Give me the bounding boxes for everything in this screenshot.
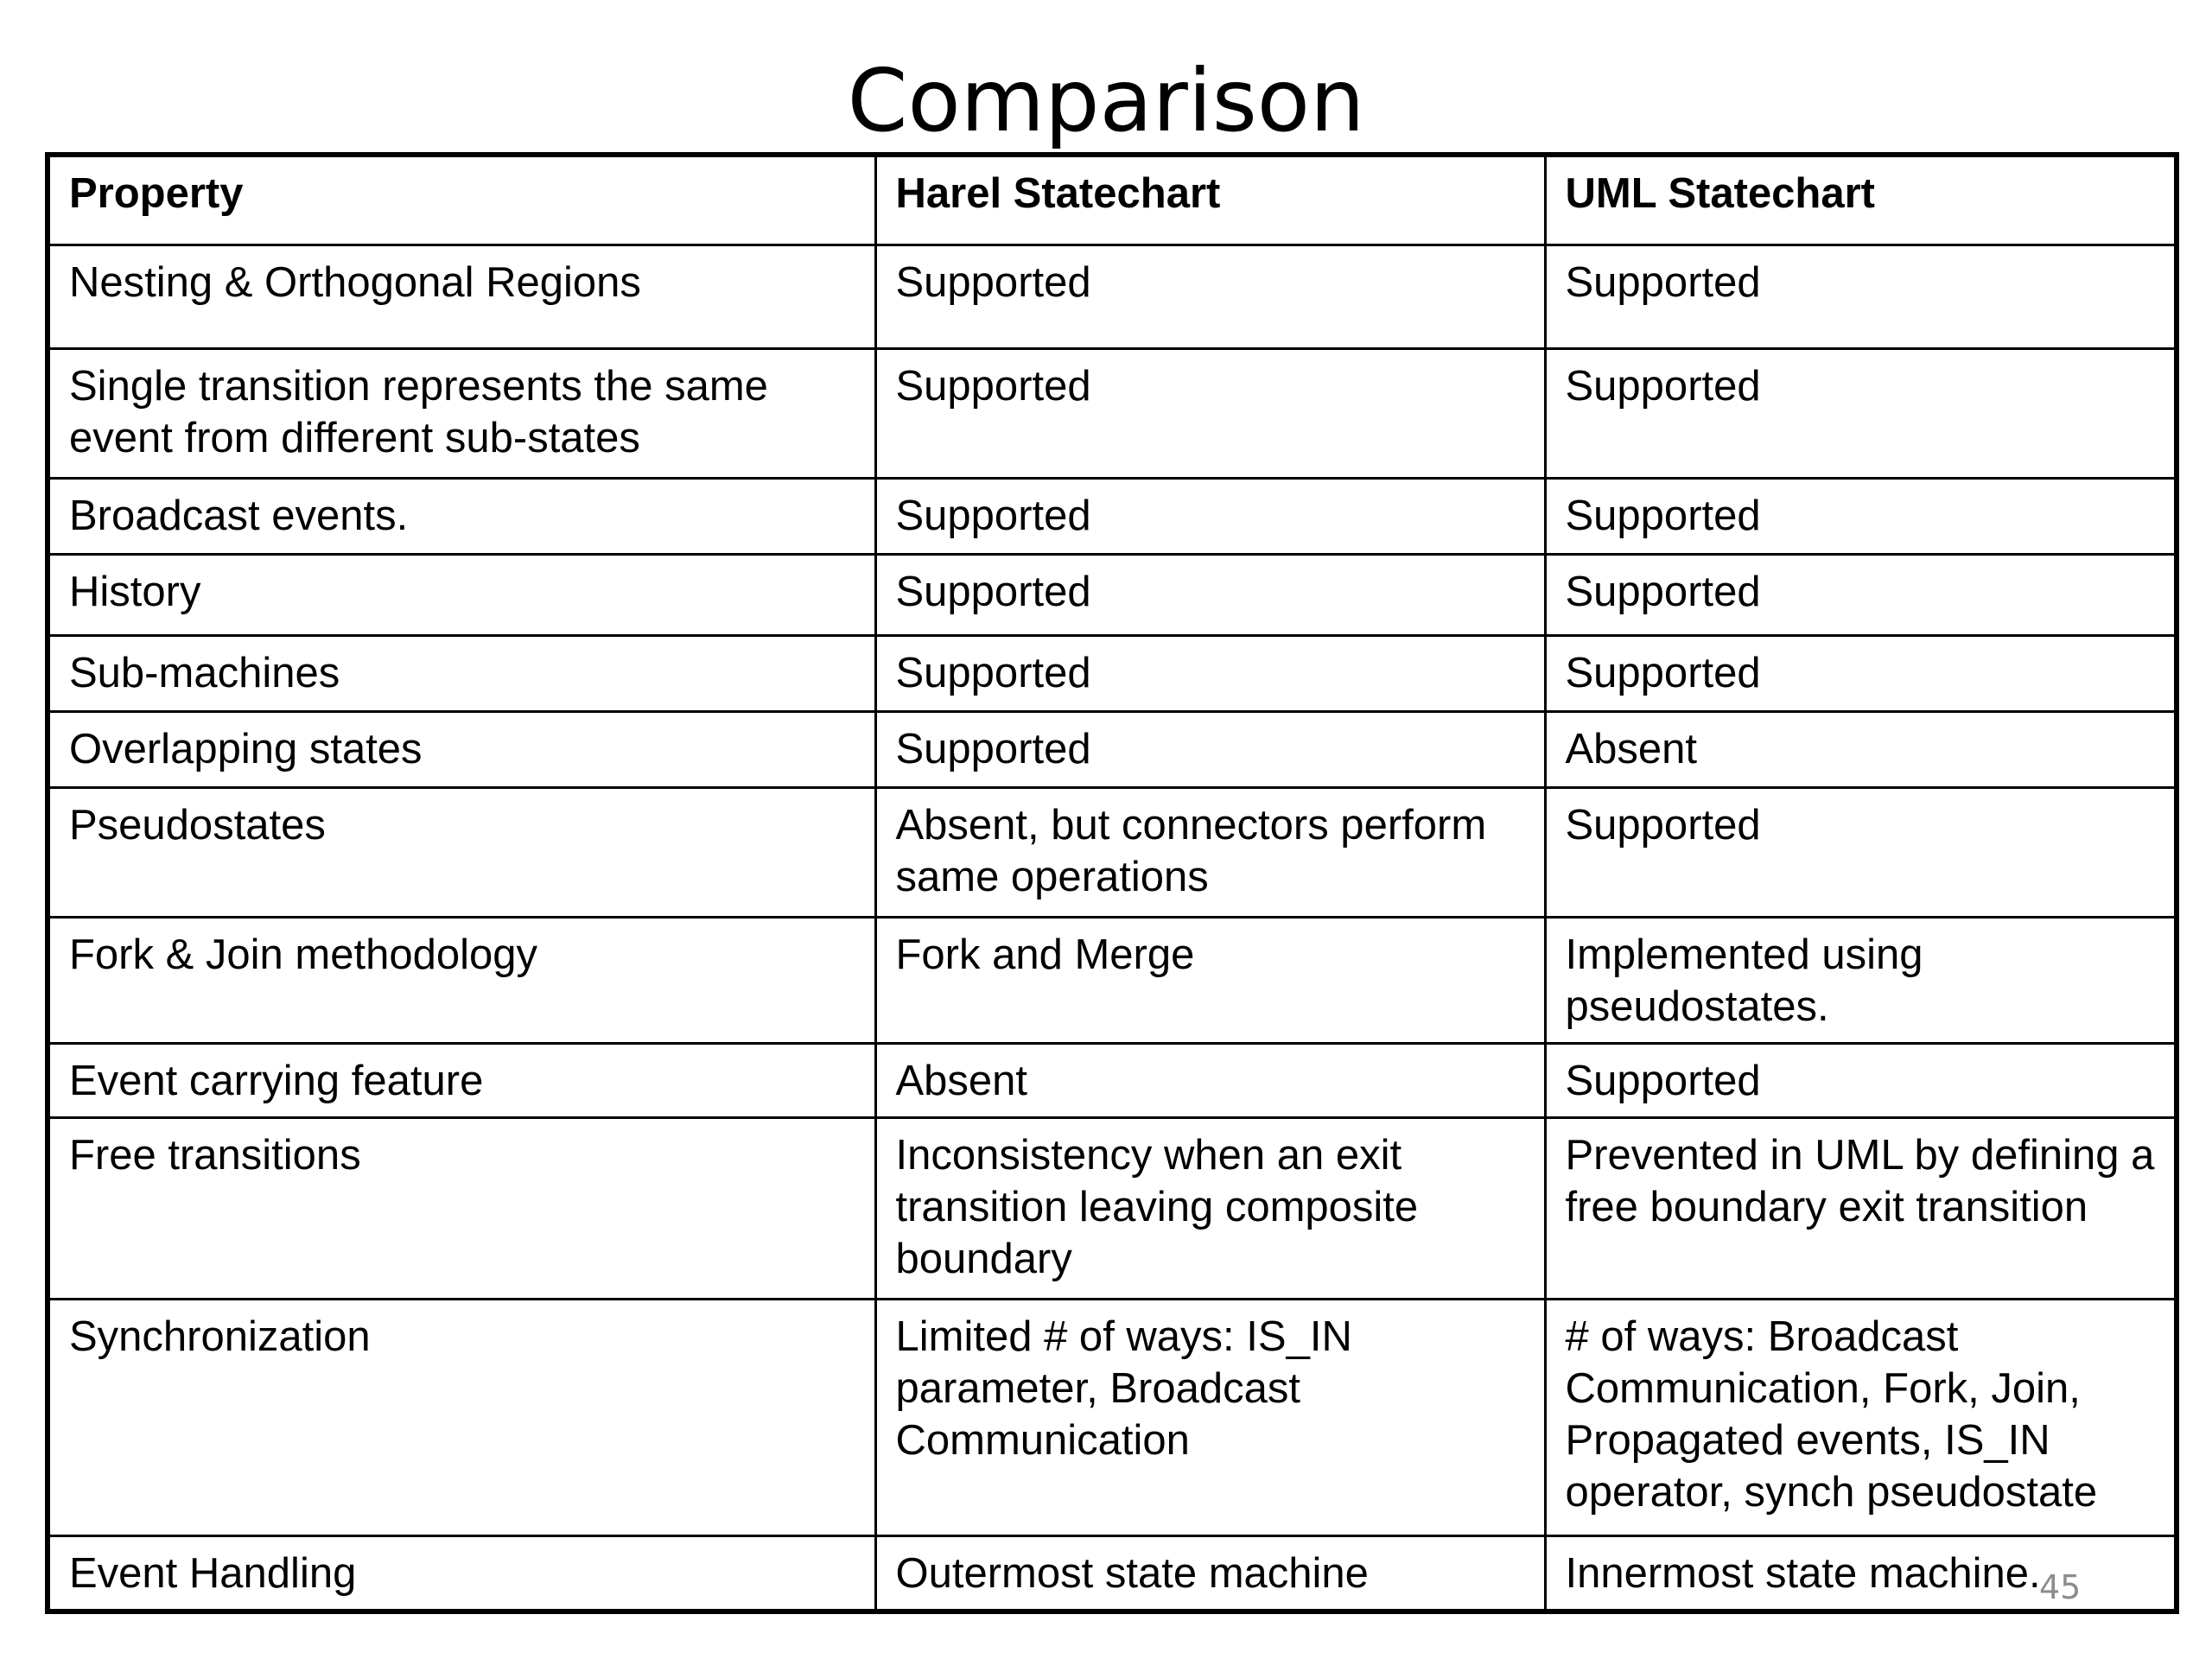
cell-uml: Supported: [1545, 348, 2177, 478]
cell-uml: Supported: [1545, 478, 2177, 554]
cell-property: Event carrying feature: [48, 1043, 875, 1117]
cell-property: Broadcast events.: [48, 478, 875, 554]
cell-uml: Supported: [1545, 787, 2177, 917]
cell-harel: Absent, but connectors perform same operations: [875, 787, 1545, 917]
cell-uml: Supported: [1545, 245, 2177, 348]
header-property: Property: [48, 155, 875, 245]
cell-property: Nesting & Orthogonal Regions: [48, 245, 875, 348]
cell-uml: Absent: [1545, 711, 2177, 787]
table-row: [48, 1043, 2177, 1117]
cell-property: Pseudostates: [48, 787, 875, 917]
cell-harel: Supported: [875, 348, 1545, 478]
slide-title: Comparison: [847, 50, 1365, 151]
cell-harel: Limited # of ways: IS_IN parameter, Broadcast Communication: [875, 1299, 1545, 1535]
cell-uml: Supported: [1545, 635, 2177, 711]
cell-harel: Supported: [875, 554, 1545, 635]
cell-uml: Supported: [1545, 1043, 2177, 1117]
page-number: 45: [2039, 1568, 2082, 1606]
table-row: [48, 245, 2177, 348]
table-row: [48, 787, 2177, 917]
cell-harel: Supported: [875, 245, 1545, 348]
table-row: [48, 348, 2177, 478]
table-row: [48, 635, 2177, 711]
cell-uml: Supported: [1545, 554, 2177, 635]
header-harel-statechart: Harel Statechart: [875, 155, 1545, 245]
cell-harel: Supported: [875, 635, 1545, 711]
cell-property: Synchronization: [48, 1299, 875, 1535]
cell-property: Event Handling: [48, 1535, 875, 1611]
table-row: [48, 1117, 2177, 1299]
table-row: [48, 917, 2177, 1043]
cell-property: History: [48, 554, 875, 635]
cell-uml: Prevented in UML by defining a free boundary exit transition: [1545, 1117, 2177, 1299]
cell-harel: Absent: [875, 1043, 1545, 1117]
comparison-table: [45, 152, 2179, 1614]
table-row: [48, 1299, 2177, 1535]
cell-property: Overlapping states: [48, 711, 875, 787]
cell-harel: Supported: [875, 478, 1545, 554]
cell-uml: Implemented using pseudostates.: [1545, 917, 2177, 1043]
cell-property: Free transitions: [48, 1117, 875, 1299]
cell-property: Fork & Join methodology: [48, 917, 875, 1043]
cell-harel: Inconsistency when an exit transition leaving composite boundary: [875, 1117, 1545, 1299]
cell-harel: Outermost state machine: [875, 1535, 1545, 1611]
cell-uml: Innermost state machine.: [1545, 1535, 2177, 1611]
cell-harel: Fork and Merge: [875, 917, 1545, 1043]
table-row: [48, 554, 2177, 635]
table-row: [48, 1535, 2177, 1611]
table-row: [48, 478, 2177, 554]
cell-harel: Supported: [875, 711, 1545, 787]
table-header-row: [48, 155, 2177, 245]
cell-uml: # of ways: Broadcast Communication, Fork, Join, Propagated events, IS_IN operator, synch pseudostate: [1545, 1299, 2177, 1535]
cell-property: Sub-machines: [48, 635, 875, 711]
header-uml-statechart: UML Statechart: [1545, 155, 2177, 245]
cell-property: Single transition represents the same event from different sub-states: [48, 348, 875, 478]
table-row: [48, 711, 2177, 787]
